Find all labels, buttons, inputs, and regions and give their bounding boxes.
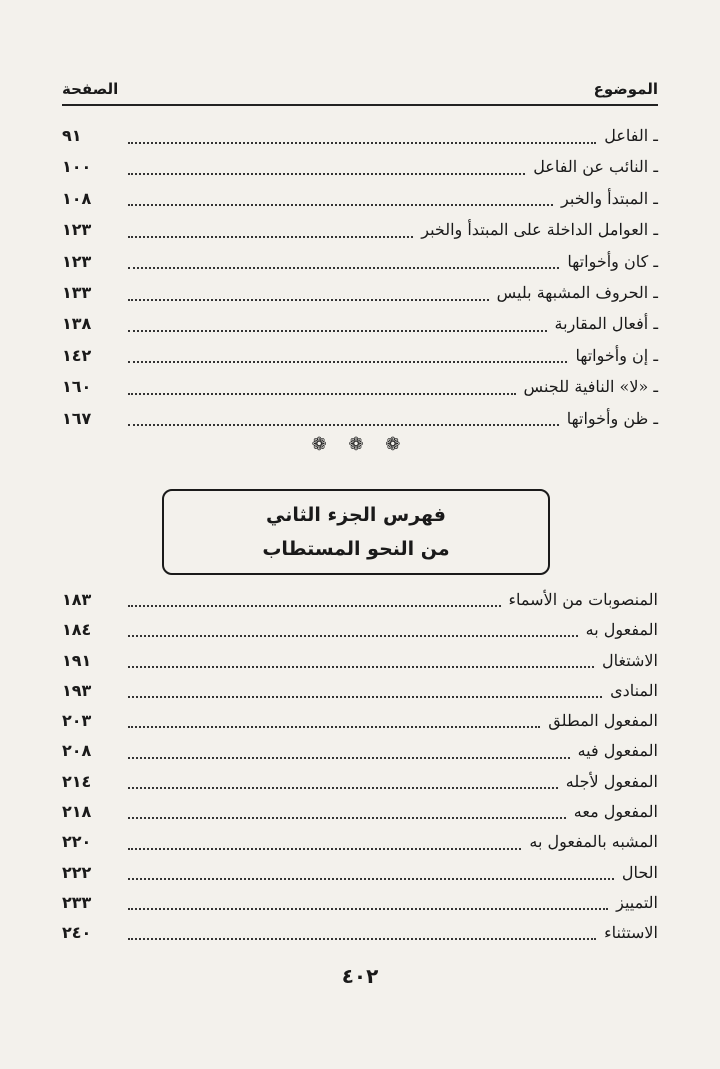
- dot-leader: [128, 132, 596, 144]
- toc-entry-title: المشبه بالمفعول به: [529, 832, 658, 852]
- toc-entry-title: المفعول المطلق: [548, 711, 658, 731]
- page-column-label: الصفحة: [62, 80, 119, 98]
- toc-entry: [62, 120, 658, 151]
- toc-entry-title: التمييز: [616, 892, 658, 912]
- toc-entry: [62, 308, 658, 339]
- toc-entry-title: المفعول فيه: [577, 741, 658, 761]
- toc-entry-title: ـ العوامل الداخلة على المبتدأ والخبر: [421, 220, 658, 240]
- toc-section-part-one: [62, 120, 658, 434]
- toc-entry-title: ـ المبتدأ والخبر: [561, 188, 658, 208]
- toc-entry-page-number: ١٠٨: [62, 188, 92, 208]
- toc-entry: [62, 614, 658, 644]
- toc-entry-page-number: ٢٤٠: [62, 923, 92, 943]
- dot-leader: [128, 868, 614, 880]
- toc-entry: [62, 796, 658, 826]
- toc-entry-title: ـ إن وأخواتها: [575, 345, 658, 365]
- toc-entry-page-number: ١٨٤: [62, 620, 92, 640]
- toc-entry-title: الاشتغال: [601, 650, 658, 670]
- dot-leader: [128, 747, 570, 759]
- dot-leader: [128, 838, 521, 850]
- toc-entry-page-number: ١٤٢: [62, 345, 92, 365]
- dot-leader: [128, 686, 602, 698]
- page-number: ٤٠٢: [341, 964, 379, 988]
- toc-entry-title: المفعول به: [585, 620, 658, 640]
- part-two-title-line1: فهرس الجزء الثاني: [265, 504, 447, 526]
- dot-leader: [128, 898, 608, 910]
- toc-entry: [62, 675, 658, 705]
- toc-entry-title: المفعول معه: [573, 802, 658, 822]
- toc-entry-page-number: ١٨٣: [62, 590, 92, 609]
- toc-entry-title: ـ «لا» النافية للجنس: [523, 377, 658, 397]
- toc-entry: [62, 277, 658, 308]
- toc-entry: [62, 887, 658, 917]
- toc-entry: [62, 371, 658, 402]
- toc-entry: [62, 766, 658, 796]
- toc-entry-title: ـ الفاعل: [604, 126, 658, 145]
- dot-leader: [128, 194, 553, 206]
- dot-leader: [128, 656, 594, 668]
- toc-entry: [62, 183, 658, 214]
- toc-entry-page-number: ٩١: [62, 126, 82, 145]
- toc-entry-page-number: ١٩١: [62, 650, 92, 670]
- dot-leader: [128, 226, 413, 238]
- toc-entry-title: الحال: [621, 862, 658, 882]
- toc-entry-page-number: ١٦٧: [62, 408, 92, 428]
- toc-header: [62, 76, 658, 102]
- toc-entry-page-number: ١٢٣: [62, 251, 92, 271]
- toc-section-part-two: [62, 584, 658, 948]
- toc-entry-page-number: ٢٣٣: [62, 892, 92, 912]
- toc-entry: [62, 826, 658, 856]
- toc-entry-page-number: ١٦٠: [62, 377, 92, 397]
- toc-entry: [62, 403, 658, 434]
- dot-leader: [128, 928, 596, 940]
- toc-entry: [62, 214, 658, 245]
- toc-entry: [62, 584, 658, 614]
- toc-entry-title: ـ ظن وأخواتها: [566, 408, 658, 428]
- topic-column-label: الموضوع: [593, 80, 658, 98]
- dot-leader: [128, 595, 501, 607]
- section-separator-ornament: ❁ ❁ ❁: [311, 434, 409, 455]
- toc-entry-page-number: ٢١٤: [62, 771, 92, 791]
- dot-leader: [128, 351, 567, 363]
- part-two-title-line2: من النحو المستطاب: [262, 538, 450, 560]
- dot-leader: [128, 383, 516, 395]
- dot-leader: [128, 807, 566, 819]
- toc-entry: [62, 340, 658, 371]
- toc-entry-page-number: ٢٠٨: [62, 741, 92, 761]
- toc-entry-page-number: ٢٢٠: [62, 832, 92, 852]
- dot-leader: [128, 320, 547, 332]
- toc-entry-page-number: ٢٢٢: [62, 862, 92, 882]
- toc-entry-page-number: ١٣٣: [62, 282, 92, 302]
- toc-entry-page-number: ١٣٨: [62, 314, 92, 334]
- toc-entry-page-number: ١٩٣: [62, 680, 92, 700]
- header-divider: [62, 104, 658, 106]
- toc-entry: [62, 735, 658, 765]
- dot-leader: [128, 163, 525, 175]
- dot-leader: [128, 414, 559, 426]
- toc-entry-title: المنادى: [610, 680, 658, 700]
- dot-leader: [128, 625, 578, 637]
- toc-entry-title: ـ النائب عن الفاعل: [533, 157, 658, 177]
- toc-entry: [62, 917, 658, 947]
- toc-entry-page-number: ١٢٣: [62, 220, 92, 240]
- toc-entry: [62, 857, 658, 887]
- toc-entry: [62, 705, 658, 735]
- toc-entry-page-number: ١٠٠: [62, 157, 92, 177]
- toc-entry: [62, 645, 658, 675]
- toc-entry-title: المنصوبات من الأسماء: [508, 590, 658, 609]
- toc-entry-title: المفعول لأجله: [565, 771, 658, 791]
- dot-leader: [128, 289, 489, 301]
- toc-entry-title: ـ كان وأخواتها: [567, 251, 658, 271]
- dot-leader: [128, 777, 558, 789]
- toc-entry-page-number: ٢١٨: [62, 802, 92, 822]
- toc-entry: [62, 246, 658, 277]
- toc-entry-page-number: ٢٠٣: [62, 711, 92, 731]
- toc-entry-title: ـ أفعال المقاربة: [554, 314, 658, 334]
- part-two-title-box: [162, 489, 550, 575]
- toc-entry-title: ـ الحروف المشبهة بليس: [496, 282, 658, 302]
- toc-entry-title: الاستثناء: [604, 923, 658, 943]
- dot-leader: [128, 716, 540, 728]
- toc-entry: [62, 151, 658, 182]
- dot-leader: [128, 257, 559, 269]
